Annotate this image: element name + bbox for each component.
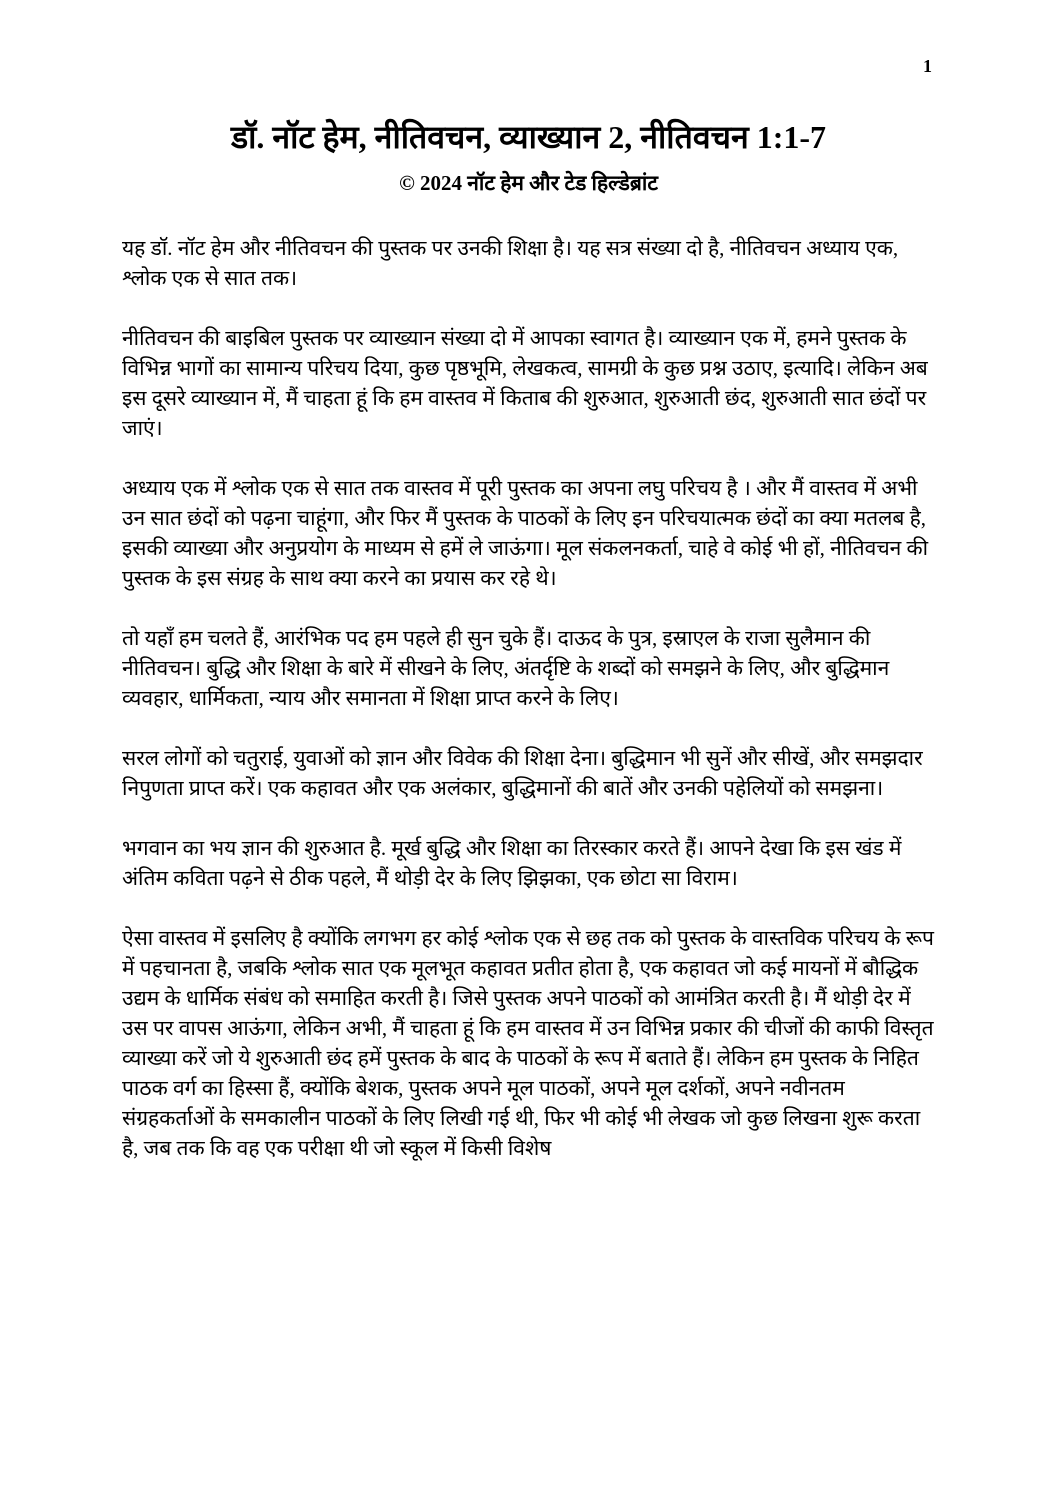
paragraph-4: तो यहाँ हम चलते हैं, आरंभिक पद हम पहले ही सुन चुके हैं। दाऊद के पुत्र, इस्राएल के राजा सुलैमान की नीतिवचन। बुद्धि और शिक्षा के बारे में सीखने के लिए, अंतर्दृष्टि के शब्दों को समझने के लिए, और बुद्धिमान व्यवहार, धार्मिकता, न्याय और समानता में शिक्षा प्राप्त करने के लिए। — [122, 626, 890, 711]
page-content — [122, 0, 935, 1163]
document-body — [122, 233, 935, 1163]
paragraph-7: ऐसा वास्तव में इसलिए है क्योंकि लगभग हर कोई श्लोक एक से छह तक को पुस्तक के वास्तविक परिचय के रूप में पहचानता है, जबकि श्लोक सात एक मूलभूत कहावत प्रतीत होता है, एक कहावत जो कई मायनों में बौद्धिक उद्यम के धार्मिक संबंध को समाहित करती है। जिसे पुस्तक अपने पाठकों को आमंत्रित करती है। मैं थोड़ी देर में उस पर वापस आऊंगा, लेकिन अभी, मैं चाहता हूं कि हम वास्तव में उन विभिन्न प्रकार की चीजों की काफी विस्तृत व्याख्या करें जो ये शुरुआती छंद हमें पुस्तक के बाद के पाठकों के रूप में बताते हैं। लेकिन हम पुस्तक के निहित पाठक वर्ग का हिस्सा हैं, क्योंकि बेशक, पुस्तक अपने मूल पाठकों, अपने मूल दर्शकों, अपने नवीनतम संग्रहकर्ताओं के समकालीन पाठकों के लिए लिखी गई थी, फिर भी कोई भी लेखक जो कुछ लिखना शुरू करता है, जब तक कि वह एक परीक्षा थी जो स्कूल में किसी विशेष — [122, 926, 934, 1161]
paragraph-6: भगवान का भय ज्ञान की शुरुआत है. मूर्ख बुद्धि और शिक्षा का तिरस्कार करते हैं। आपने देखा कि इस खंड में अंतिम कविता पढ़ने से ठीक पहले, मैं थोड़ी देर के लिए झिझका, एक छोटा सा विराम। — [122, 836, 902, 891]
copyright-line: © 2024 नॉट हेम और टेड हिल्डेब्रांट — [399, 171, 658, 196]
document-title: डॉ. नॉट हेम, नीतिवचन, व्याख्यान 2, नीतिवचन 1:1-7 — [230, 119, 827, 155]
page-number: 1 — [923, 56, 932, 76]
paragraph-3: अध्याय एक में श्लोक एक से सात तक वास्तव में पूरी पुस्तक का अपना लघु परिचय है । और मैं वास्तव में अभी उन सात छंदों को पढ़ना चाहूंगा, और फिर मैं पुस्तक के पाठकों के लिए इन परिचयात्मक छंदों का क्या मतलब है, इसकी व्याख्या और अनुप्रयोग के माध्यम से हमें ले जाऊंगा। मूल संकलनकर्ता, चाहे वे कोई भी हों, नीतिवचन की पुस्तक के इस संग्रह के साथ क्या करने का प्रयास कर रहे थे। — [122, 476, 929, 591]
paragraph-5: सरल लोगों को चतुराई, युवाओं को ज्ञान और विवेक की शिक्षा देना। बुद्धिमान भी सुनें और सीखें, और समझदार निपुणता प्राप्त करें। एक कहावत और एक अलंकार, बुद्धिमानों की बातें और उनकी पहेलियों को समझना। — [122, 746, 923, 801]
paragraph-1: यह डॉ. नॉट हेम और नीतिवचन की पुस्तक पर उनकी शिक्षा है। यह सत्र संख्या दो है, नीतिवचन अध्याय एक, श्लोक एक से सात तक। — [122, 236, 899, 291]
paragraph-2: नीतिवचन की बाइबिल पुस्तक पर व्याख्यान संख्या दो में आपका स्वागत है। व्याख्यान एक में, हमने पुस्तक के विभिन्न भागों का सामान्य परिचय दिया, कुछ पृष्ठभूमि, लेखकत्व, सामग्री के कुछ प्रश्न उठाए, इत्यादि। लेकिन अब इस दूसरे व्याख्यान में, मैं चाहता हूं कि हम वास्तव में किताब की शुरुआत, शुरुआती छंद, शुरुआती सात छंदों पर जाएं। — [122, 326, 928, 441]
